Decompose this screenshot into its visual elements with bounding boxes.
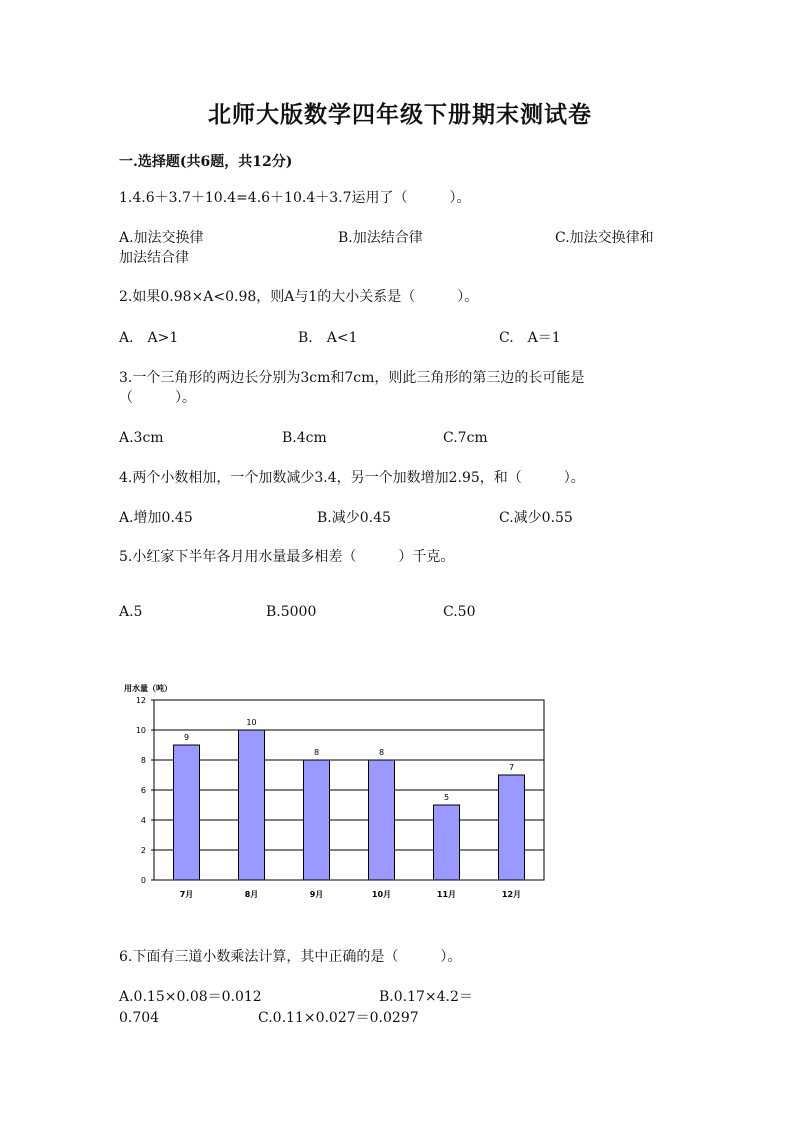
chart-y-tick-label: 0 xyxy=(140,876,146,885)
chart-bars xyxy=(174,730,525,880)
water-usage-bar-chart xyxy=(116,676,556,906)
chart-bar xyxy=(369,760,395,880)
question-1-option-a: A.加法交换律 xyxy=(119,230,204,246)
question-1-option-c-continued: 加法结合律 xyxy=(119,250,189,266)
question-2-option-c: C. A＝1 xyxy=(499,330,561,346)
chart-y-tick-label: 6 xyxy=(140,786,146,795)
chart-x-labels xyxy=(180,890,521,899)
chart-value-label: 8 xyxy=(378,748,385,757)
question-4-option-a: A.增加0.45 xyxy=(119,510,193,526)
chart-bar xyxy=(304,760,330,880)
chart-value-label: 10 xyxy=(246,718,257,727)
question-4-option-b: B.减少0.45 xyxy=(317,510,391,526)
chart-y-tick-label: 2 xyxy=(140,846,146,855)
chart-y-ticks xyxy=(136,696,154,885)
question-5-option-b: B.5000 xyxy=(266,604,317,620)
chart-value-label: 9 xyxy=(183,733,190,742)
chart-value-label: 5 xyxy=(443,793,450,802)
question-6-stem: 6.下面有三道小数乘法计算，其中正确的是（ ）。 xyxy=(119,949,462,965)
question-6-option-a: A.0.15×0.08＝0.012 xyxy=(119,989,262,1005)
chart-x-label: 9月 xyxy=(309,890,324,899)
chart-x-label: 10月 xyxy=(371,890,392,899)
chart-ylabel: 用水量（吨） xyxy=(124,684,172,693)
question-3-option-b: B.4cm xyxy=(282,430,327,446)
chart-gridlines xyxy=(154,730,544,850)
question-4-stem: 4.两个小数相加，一个加数减少3.4，另一个加数增加2.95，和（ ）。 xyxy=(119,470,585,486)
question-3-stem-continued: （ ）。 xyxy=(119,390,196,406)
chart-bar xyxy=(499,775,525,880)
chart-x-label: 11月 xyxy=(436,890,457,899)
chart-bar xyxy=(239,730,265,880)
question-3-stem: 3.一个三角形的两边长分别为3cm和7cm，则此三角形的第三边的长可能是 xyxy=(119,370,585,386)
question-3-option-a: A.3cm xyxy=(119,430,164,446)
chart-value-label: 8 xyxy=(313,748,320,757)
question-6-option-b-continued: 0.704 xyxy=(119,1010,160,1026)
question-1-stem: 1.4.6＋3.7＋10.4=4.6＋10.4＋3.7运用了（ ）。 xyxy=(119,190,471,206)
question-4-option-c: C.减少0.55 xyxy=(499,510,573,526)
question-3-option-c: C.7cm xyxy=(443,430,488,446)
chart-bar xyxy=(434,805,460,880)
question-5-stem: 5.小红家下半年各月用水量最多相差（ ）千克。 xyxy=(119,549,455,565)
chart-x-label: 8月 xyxy=(244,890,259,899)
question-2-option-b: B. A<1 xyxy=(298,330,358,346)
question-1-option-c: C.加法交换律和 xyxy=(555,230,654,246)
chart-value-label: 7 xyxy=(508,763,515,772)
chart-x-label: 12月 xyxy=(501,890,522,899)
question-5-option-a: A.5 xyxy=(119,604,143,620)
chart-y-tick-label: 4 xyxy=(140,816,146,825)
chart-bar xyxy=(174,745,200,880)
question-1-option-b: B.加法结合律 xyxy=(338,230,423,246)
section-heading: 一.选择题(共6题，共12分) xyxy=(119,154,293,170)
chart-y-tick-label: 10 xyxy=(135,726,146,735)
question-2-option-a: A. A>1 xyxy=(119,330,179,346)
chart-y-tick-label: 12 xyxy=(135,696,146,705)
question-2-stem: 2.如果0.98×A<0.98，则A与1的大小关系是（ ）。 xyxy=(119,289,479,305)
chart-y-tick-label: 8 xyxy=(140,756,146,765)
question-6-option-c: C.0.11×0.027＝0.0297 xyxy=(258,1010,419,1026)
question-6-option-b: B.0.17×4.2＝ xyxy=(379,989,473,1005)
question-5-option-c: C.50 xyxy=(443,604,476,620)
chart-x-label: 7月 xyxy=(179,890,194,899)
page-title: 北师大版数学四年级下册期末测试卷 xyxy=(208,101,592,128)
